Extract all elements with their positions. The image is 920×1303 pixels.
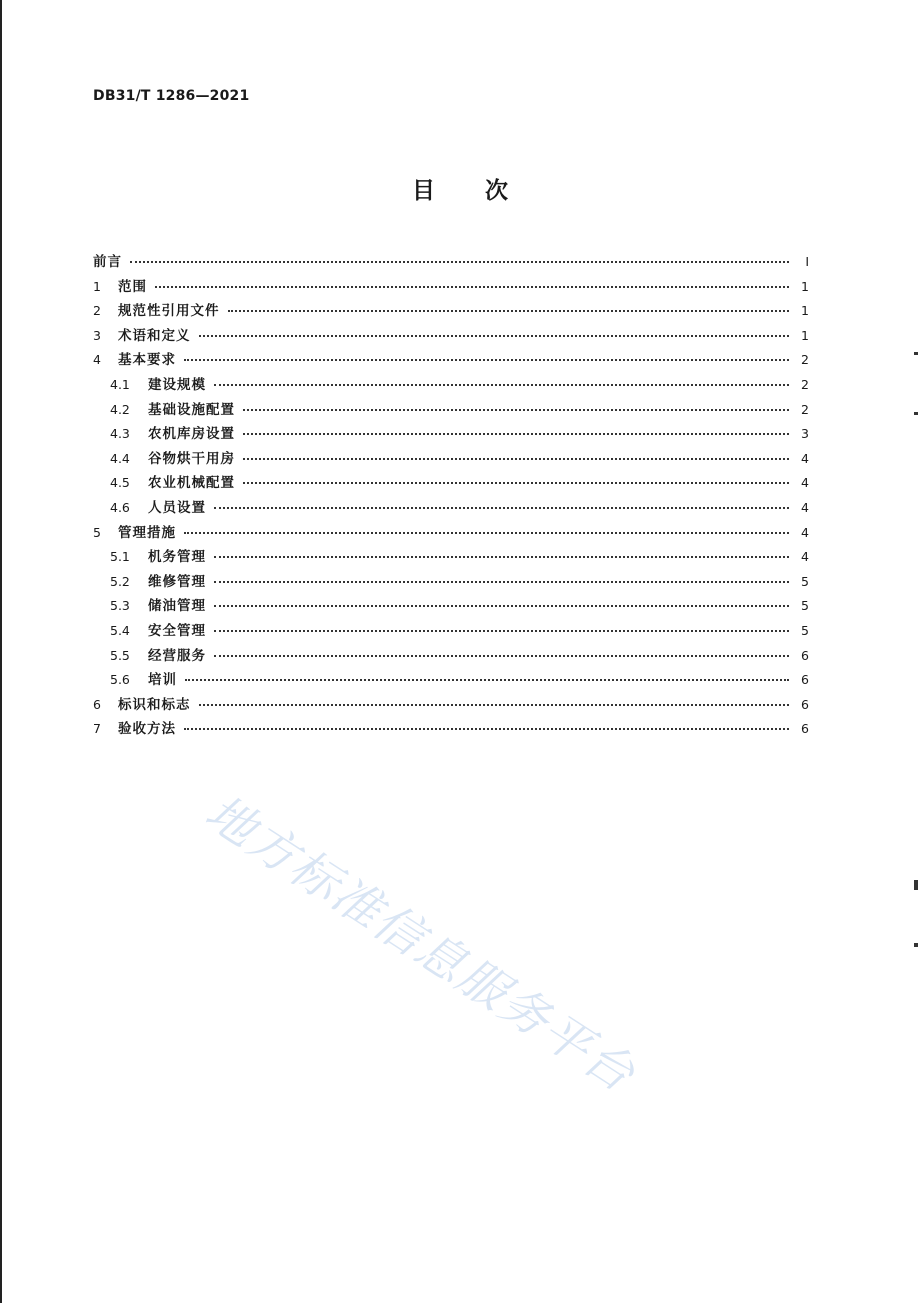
toc-entry-page: 1 <box>801 327 809 343</box>
toc-entry-3[interactable] <box>93 324 809 349</box>
toc-entry-number: 6 <box>93 696 101 712</box>
toc-dot-leader <box>243 482 789 484</box>
toc-entry-number: 4.6 <box>110 499 130 515</box>
toc-entry-title: 安全管理 <box>148 622 206 639</box>
toc-entry-title: 人员设置 <box>148 499 206 516</box>
toc-entry-page: 4 <box>801 499 809 515</box>
toc-entry-number: 5.3 <box>110 598 130 614</box>
toc-entry-4-2[interactable] <box>93 398 809 423</box>
toc-entry-4-6[interactable] <box>93 496 809 521</box>
toc-entry-2[interactable] <box>93 299 809 324</box>
toc-entry-page: 3 <box>801 426 809 442</box>
toc-entry-title: 标识和标志 <box>118 696 191 713</box>
toc-dot-leader <box>184 359 789 361</box>
toc-entry-5-6[interactable] <box>93 668 809 693</box>
toc-entry-number: 5.2 <box>110 573 130 589</box>
toc-entry-title: 规范性引用文件 <box>118 303 220 320</box>
toc-entry-title: 农业机械配置 <box>148 475 235 492</box>
toc-entry-number: 4.4 <box>110 450 130 466</box>
toc-entry-title: 基础设施配置 <box>148 401 235 418</box>
edge-scan-mark <box>914 352 918 355</box>
toc-entry-page: 5 <box>801 622 809 638</box>
toc-entry-page: 6 <box>801 721 809 737</box>
toc-entry-title: 基本要求 <box>118 352 176 369</box>
toc-dot-leader <box>130 261 789 263</box>
toc-entry-7[interactable] <box>93 717 809 742</box>
toc-dot-leader <box>199 335 790 337</box>
toc-entry-page: 1 <box>801 303 809 319</box>
toc-entry-4[interactable] <box>93 348 809 373</box>
toc-entry-5-4[interactable] <box>93 619 809 644</box>
toc-entry-title: 农机库房设置 <box>148 426 235 443</box>
toc-dot-leader <box>214 605 789 607</box>
toc-entry-5-3[interactable] <box>93 594 809 619</box>
toc-dot-leader <box>214 384 789 386</box>
toc-dot-leader <box>214 581 789 583</box>
toc-entry-number: 5.6 <box>110 672 130 688</box>
toc-entry-title: 机务管理 <box>148 549 206 566</box>
toc-entry-page: 4 <box>801 524 809 540</box>
toc-entry-number: 3 <box>93 327 101 343</box>
toc-entry-title: 经营服务 <box>148 647 206 664</box>
toc-dot-leader <box>228 310 790 312</box>
toc-entry-page: 6 <box>801 696 809 712</box>
toc-entry-number: 5.5 <box>110 647 130 663</box>
toc-dot-leader <box>214 630 789 632</box>
toc-dot-leader <box>184 728 789 730</box>
watermark: 地方标准信息服务平台 <box>195 784 646 1104</box>
toc-entry-page: 6 <box>801 647 809 663</box>
document-code: DB31/T 1286—2021 <box>93 88 250 104</box>
edge-scan-mark <box>914 880 918 890</box>
edge-scan-mark <box>914 943 918 947</box>
toc-entry-number: 4.3 <box>110 426 130 442</box>
toc-entry-number: 1 <box>93 278 101 294</box>
toc-entry-4-5[interactable] <box>93 471 809 496</box>
toc-entry-title: 谷物烘干用房 <box>148 450 235 467</box>
table-of-contents <box>93 250 809 742</box>
toc-entry-5-5[interactable] <box>93 644 809 669</box>
toc-entry-page: 2 <box>801 376 809 392</box>
toc-dot-leader <box>155 286 789 288</box>
toc-entry-foreword[interactable] <box>93 250 809 275</box>
toc-entry-page: 6 <box>801 672 809 688</box>
toc-entry-title: 范围 <box>118 278 147 295</box>
toc-entry-number: 5 <box>93 524 101 540</box>
toc-dot-leader <box>243 409 789 411</box>
toc-entry-5-2[interactable] <box>93 570 809 595</box>
toc-entry-5[interactable] <box>93 521 809 546</box>
toc-entry-title: 培训 <box>148 672 177 689</box>
toc-entry-number: 4.1 <box>110 376 130 392</box>
toc-entry-5-1[interactable] <box>93 545 809 570</box>
toc-entry-title: 建设规模 <box>148 376 206 393</box>
toc-dot-leader <box>243 458 789 460</box>
toc-entry-number: 2 <box>93 303 101 319</box>
toc-entry-page: I <box>805 254 809 269</box>
toc-entry-page: 4 <box>801 475 809 491</box>
toc-entry-title: 管理措施 <box>118 524 176 541</box>
toc-entry-4-4[interactable] <box>93 447 809 472</box>
toc-entry-4-3[interactable] <box>93 422 809 447</box>
toc-entry-title: 术语和定义 <box>118 327 191 344</box>
toc-entry-number: 5.4 <box>110 622 130 638</box>
toc-entry-page: 2 <box>801 401 809 417</box>
toc-dot-leader <box>214 556 789 558</box>
edge-scan-mark <box>914 412 918 415</box>
toc-entry-number: 5.1 <box>110 549 130 565</box>
page-title: 目次 <box>412 178 558 204</box>
toc-entry-title: 储油管理 <box>148 598 206 615</box>
toc-entry-title: 前言 <box>93 254 122 270</box>
toc-entry-page: 4 <box>801 549 809 565</box>
toc-dot-leader <box>184 532 789 534</box>
toc-entry-number: 4.5 <box>110 475 130 491</box>
toc-entry-page: 4 <box>801 450 809 466</box>
toc-entry-title: 验收方法 <box>118 721 176 738</box>
toc-dot-leader <box>214 655 789 657</box>
toc-entry-number: 4.2 <box>110 401 130 417</box>
toc-entry-number: 4 <box>93 352 101 368</box>
toc-entry-page: 5 <box>801 573 809 589</box>
toc-entry-page: 2 <box>801 352 809 368</box>
toc-dot-leader <box>243 433 789 435</box>
toc-entry-title: 维修管理 <box>148 573 206 590</box>
toc-entry-page: 1 <box>801 278 809 294</box>
toc-entry-page: 5 <box>801 598 809 614</box>
toc-entry-4-1[interactable] <box>93 373 809 398</box>
toc-dot-leader <box>199 704 790 706</box>
toc-entry-number: 7 <box>93 721 101 737</box>
toc-entry-1[interactable] <box>93 275 809 300</box>
toc-dot-leader <box>185 679 789 681</box>
toc-entry-6[interactable] <box>93 693 809 718</box>
toc-dot-leader <box>214 507 789 509</box>
